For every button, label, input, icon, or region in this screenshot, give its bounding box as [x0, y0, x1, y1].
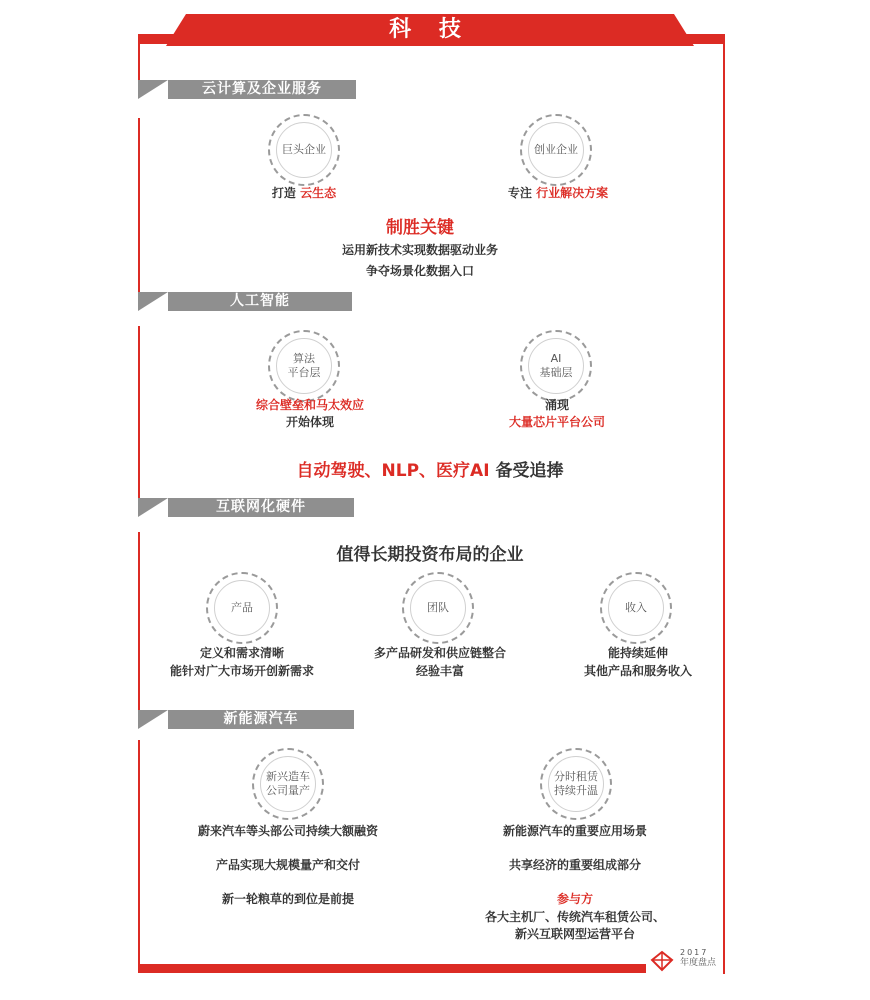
- ev-left-line: 新一轮粮草的到位是前提: [221, 892, 354, 906]
- ev-startup-circle: 新兴造车 公司量产: [252, 748, 324, 820]
- product-line: 能针对广大市场开创新需求: [169, 664, 314, 678]
- giant-company-text: 打造 云生态: [271, 186, 337, 200]
- algorithm-layer-highlight: 综合壁垒和马太效应: [255, 398, 364, 412]
- key-success-line: 运用新技术实现数据驱动业务: [341, 243, 498, 257]
- key-success-title: 制胜关键: [386, 218, 454, 238]
- ai-base-layer-text: 涌现: [544, 398, 569, 412]
- income-circle: 收入: [600, 572, 672, 644]
- income-line: 能持续延伸: [607, 646, 668, 660]
- badge-year: 2017: [680, 948, 709, 957]
- page-title: 科 技: [389, 17, 471, 42]
- team-line: 经验丰富: [415, 664, 464, 678]
- product-circle: 产品: [206, 572, 278, 644]
- product-line: 定义和需求清晰: [199, 646, 284, 660]
- badge-text: 年度盘点: [680, 958, 717, 968]
- annual-review-logo-icon: [648, 948, 676, 974]
- hardware-headline: 值得长期投资布局的企业: [336, 545, 524, 565]
- startup-company-circle: 创业企业: [520, 114, 592, 186]
- ev-right-line: 各大主机厂、传统汽车租赁公司、: [484, 910, 665, 924]
- ai-base-layer-circle: AI 基础层: [520, 330, 592, 402]
- algorithm-layer-circle: 算法 平台层: [268, 330, 340, 402]
- ev-left-line: 产品实现大规模量产和交付: [215, 858, 360, 872]
- algorithm-layer-text: 开始体现: [285, 415, 334, 429]
- startup-company-text: 专注 行业解决方案: [507, 186, 609, 200]
- frame-right-border: [723, 34, 725, 974]
- annual-review-badge: [680, 948, 716, 968]
- ev-participants-title: 参与方: [556, 892, 593, 906]
- section-label-ev: 新能源汽车: [223, 711, 299, 727]
- frame-bottom-border: [138, 964, 646, 973]
- frame-left-border: [138, 118, 140, 304]
- frame-left-border: [138, 326, 140, 510]
- car-rental-circle: 分时租赁 持续升温: [540, 748, 612, 820]
- ev-right-line: 新兴互联网型运营平台: [514, 927, 635, 941]
- team-circle: 团队: [402, 572, 474, 644]
- team-line: 多产品研发和供应链整合: [373, 646, 506, 660]
- giant-company-circle: 巨头企业: [268, 114, 340, 186]
- section-label-ai: 人工智能: [230, 293, 290, 309]
- frame-left-border: [138, 532, 140, 718]
- ev-right-line: 新能源汽车的重要应用场景: [502, 824, 647, 838]
- income-line: 其他产品和服务收入: [583, 664, 692, 678]
- section-label-hardware: 互联网化硬件: [216, 499, 306, 515]
- key-success-line: 争夺场景化数据入口: [365, 264, 474, 278]
- ai-base-layer-highlight: 大量芯片平台公司: [508, 415, 605, 429]
- ai-headline: 自动驾驶、NLP、医疗AI 备受追捧: [296, 461, 564, 481]
- ev-right-line: 共享经济的重要组成部分: [508, 858, 641, 872]
- frame-left-border: [138, 740, 140, 973]
- ev-left-line: 蔚来汽车等头部公司持续大额融资: [197, 824, 378, 838]
- section-label-cloud: 云计算及企业服务: [202, 81, 322, 97]
